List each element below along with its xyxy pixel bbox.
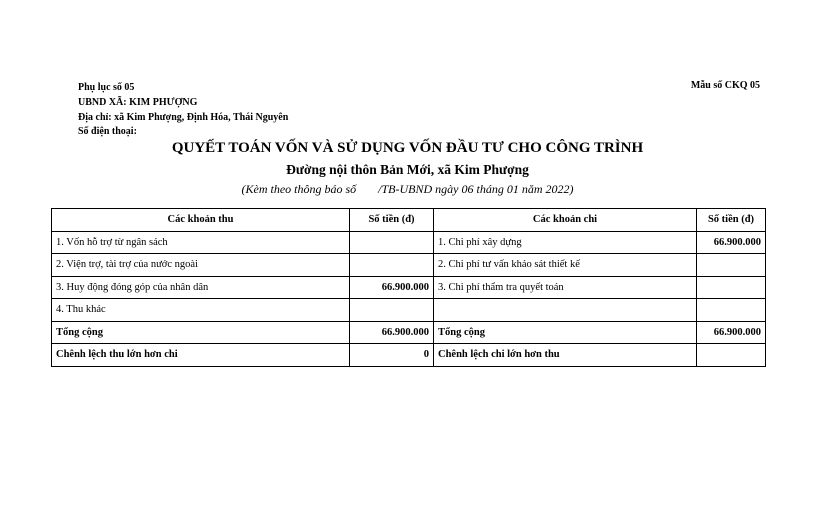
- expense-amount: [697, 254, 766, 277]
- income-amount: 66.900.000: [350, 276, 434, 299]
- header-income-amount: Số tiền (đ): [350, 209, 434, 232]
- project-name: Đường nội thôn Bản Mới, xã Kim Phượng: [286, 162, 529, 177]
- income-item: 4. Thu khác: [52, 299, 350, 322]
- address-line: Địa chỉ: xã Kim Phượng, Định Hóa, Thái Nguyên: [78, 111, 289, 123]
- expense-item: [434, 299, 697, 322]
- form-number: Mẫu số CKQ 05: [690, 80, 760, 91]
- expense-item: 1. Chi phí xây dựng: [434, 231, 697, 254]
- income-over-expense-amount: 0: [350, 344, 434, 367]
- attachment-note: [0, 182, 815, 197]
- total-expense-amount: 66.900.000: [697, 321, 766, 344]
- header-expense: Các khoản chi: [434, 209, 697, 232]
- income-amount: [350, 254, 434, 277]
- total-expense-label: Tổng cộng: [434, 321, 697, 344]
- header-income: Các khoản thu: [52, 209, 350, 232]
- attachment-note-before: (Kèm theo thông báo số: [241, 182, 357, 196]
- total-income-amount: 66.900.000: [350, 321, 434, 344]
- total-income-label: Tổng cộng: [52, 321, 350, 344]
- expense-amount: [697, 276, 766, 299]
- income-item: 3. Huy động đóng góp của nhân dân: [52, 276, 350, 299]
- income-over-expense-label: Chênh lệch thu lớn hơn chi: [52, 344, 350, 367]
- expense-over-income-amount: [697, 344, 766, 367]
- income-amount: [350, 299, 434, 322]
- header-expense-amount: Số tiền (đ): [697, 209, 766, 232]
- table-header-row: [52, 209, 766, 232]
- attachment-note-after: /TB-UBND ngày 06 tháng 01 năm 2022): [378, 182, 574, 196]
- table-row: [52, 254, 766, 277]
- expense-item: 2. Chi phí tư vấn khảo sát thiết kế: [434, 254, 697, 277]
- table-row: [52, 231, 766, 254]
- income-amount: [350, 231, 434, 254]
- expense-amount: 66.900.000: [697, 231, 766, 254]
- income-item: 2. Viện trợ, tài trợ của nước ngoài: [52, 254, 350, 277]
- table-row: [52, 299, 766, 322]
- difference-row: [52, 344, 766, 367]
- settlement-table: [51, 208, 766, 367]
- phone-line: Số điện thoại:: [78, 126, 137, 138]
- expense-over-income-label: Chênh lệch chi lớn hơn thu: [434, 344, 697, 367]
- expense-amount: [697, 299, 766, 322]
- commune-name: UBND XÃ: KIM PHƯỢNG: [78, 96, 198, 108]
- document-title: QUYẾT TOÁN VỐN VÀ SỬ DỤNG VỐN ĐẦU TƯ CHO CÔNG TRÌNH: [171, 140, 644, 156]
- total-row: [52, 321, 766, 344]
- appendix-label: Phụ lục số 05: [78, 82, 135, 93]
- income-item: 1. Vốn hỗ trợ từ ngân sách: [52, 231, 350, 254]
- table-row: [52, 276, 766, 299]
- document-header: [78, 81, 288, 140]
- expense-item: 3. Chi phí thẩm tra quyết toán: [434, 276, 697, 299]
